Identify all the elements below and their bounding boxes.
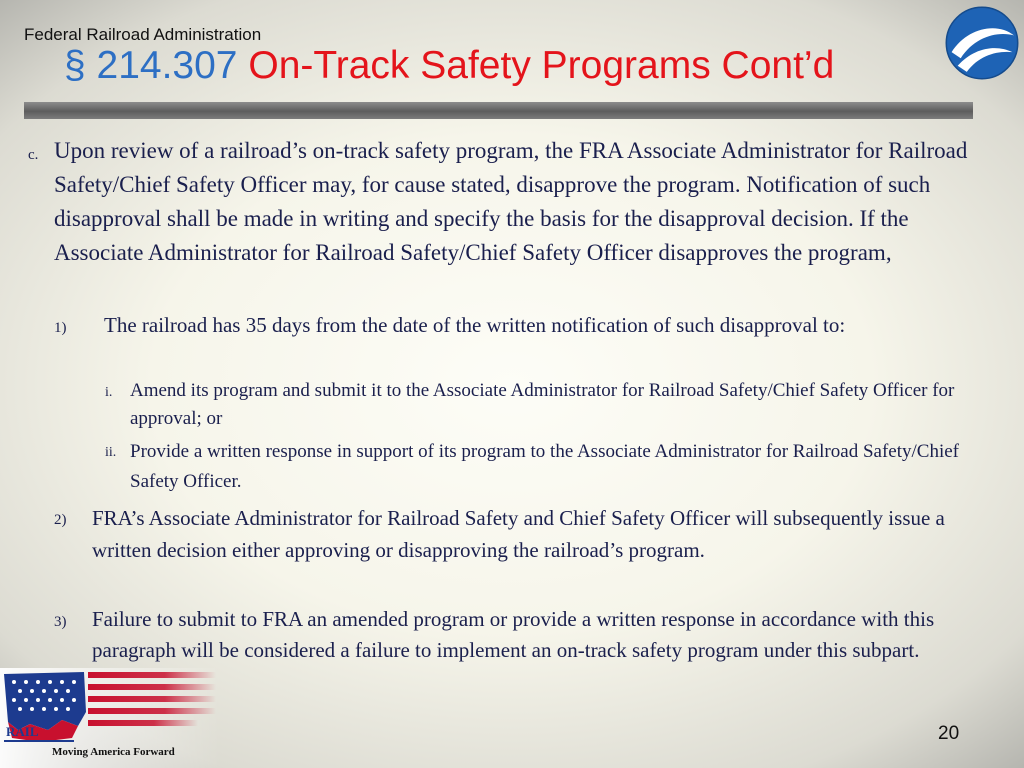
footer-tagline: Moving America Forward	[52, 746, 175, 758]
slide-title	[64, 44, 834, 88]
list-marker: ii.	[105, 445, 117, 460]
title-divider-bar	[24, 102, 973, 119]
list-marker: 2)	[54, 512, 67, 528]
paragraph-text: Upon review of a railroad’s on-track safety program, the FRA Associate Administrator for Railroad Safety/Chief Safety Officer may, for cause stated, disapprove the program. Notification of such disapproval shall be made in writing and specify the basis for the disapproval decision. If the Associate Administrator for Railroad Safety/Chief Safety Officer disapproves the program,	[54, 138, 968, 265]
list-item-text: Provide a written response in support of its program to the Associate Administrator for Railroad Safety/Chief Safety Officer.	[130, 441, 959, 492]
list-marker: c.	[28, 147, 39, 163]
list-marker: 1)	[54, 320, 67, 336]
org-label: Federal Railroad Administration	[24, 25, 262, 44]
dot-logo-icon	[944, 5, 1020, 81]
list-item-text: The railroad has 35 days from the date of the written notification of such disapproval to:	[104, 313, 846, 337]
list-item-text: Amend its program and submit it to the Associate Administrator for Railroad Safety/Chief Safety Officer for approval; or	[130, 380, 955, 429]
list-marker: 3)	[54, 614, 67, 630]
list-marker: i.	[105, 385, 113, 400]
title-section-number: § 214.307	[64, 44, 238, 87]
list-item-text: Failure to submit to FRA an amended program or provide a written response in accordance with this paragraph will be considered a failure to implement an on-track safety program under this subpart.	[92, 607, 935, 662]
title-text: On-Track Safety Programs Cont’d	[248, 44, 835, 87]
list-item-text: FRA’s Associate Administrator for Railroad Safety and Chief Safety Officer will subsequently issue a written decision either approving or disapproving the railroad’s program.	[92, 506, 945, 562]
rail-word: RAIL	[6, 724, 39, 739]
page-number: 20	[938, 723, 960, 744]
